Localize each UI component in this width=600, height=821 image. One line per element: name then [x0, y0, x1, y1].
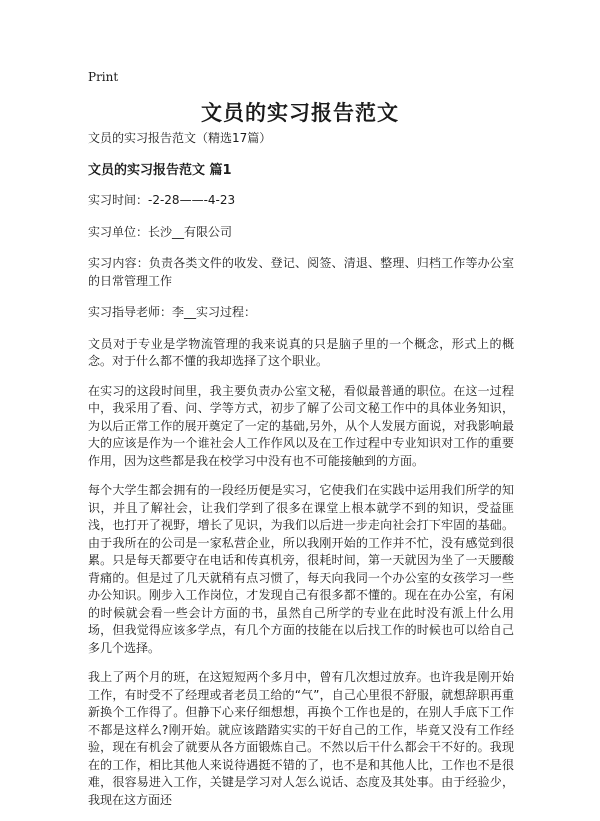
- field-internship-unit: 实习单位：长沙__有限公司: [88, 224, 233, 239]
- field-internship-teacher: 实习指导老师：李__实习过程：: [88, 305, 257, 319]
- subtitle: 文员的实习报告范文（精选17篇）: [88, 131, 272, 145]
- body-paragraph-2: 在实习的这段时间里，我主要负责办公室文秘，看似最普通的职位。在这一过程中，我采用了看、问、学等方式，初步了解了公司文秘工作中的具体业务知识，为以后正常工作的展开奠定了一定的基础,另外，从个人发展方面说，对我影响最大的应该是作为一个谁社会人工作作风以及在工作过程中专业知识对工作的重要作用，因为这些都是我在校学习中没有也不可能接触到的方面。: [88, 383, 514, 468]
- body-paragraph-4: 我上了两个月的班，在这短短两个多月中，曾有几次想过放弃。也许我是刚开始工作，有时受不了经理或者老员工给的“气”，自己心里很不舒服，就想辞职再重新换个工作得了。但静下心来仔细想想，再换个工作也是的，在别人手底下工作不都是这样么?刚开始。就应该踏踏实实的干好自己的工作，毕竟又没有工作经验，现在有机会了就要从各方面锻炼自己。不然以后干什么都会干不好的。我现在的工作，相比其他人来说待遇挺不错的了，也不是和其他人比，工作也不是很难，很容易进入工作，关键是学习对人怎么说话、态度及其处事。由于经验少，我现在这方面还: [88, 670, 514, 807]
- page-title: 文员的实习报告范文: [201, 101, 399, 125]
- body-paragraph-1: 文员对于专业是学物流管理的我来说真的只是脑子里的一个概念，形式上的概念。对于什么都不懂的我却选择了这个职业。: [88, 336, 514, 368]
- field-internship-time: 实习时间：-2-28——-4-23: [88, 193, 236, 207]
- document-body: [88, 130, 514, 821]
- field-internship-content: 实习内容：负责各类文件的收发、登记、阅签、清退、整理、归档工作等办公室的日常管理工作: [88, 256, 514, 288]
- print-link[interactable]: Print: [88, 70, 119, 84]
- section-heading: 文员的实习报告范文 篇1: [88, 162, 232, 178]
- body-paragraph-3: 每个大学生都会拥有的一段经历便是实习，它使我们在实践中运用我们所学的知识，并且了解社会，让我们学到了很多在课堂上根本就学不到的知识，受益匪浅，也打开了视野，增长了见识，为我们以后进一步走向社会打下牢固的基础。由于我所在的公司是一家私营企业，所以我刚开始的工作并不忙，没有感觉到很累。只是每天都要守在电话和传真机旁，很耗时间，第一天就因为坐了一天腰酸背痛的。但是过了几天就稍有点习惯了，每天向我同一个办公室的女孩学习一些办公知识。刚步入工作岗位，才发现自己有很多都不懂的。现在在办公室，有闲的时候就会看一些会计方面的书，虽然自己所学的专业在此时没有派上什么用场，但我觉得应该多学点，有几个方面的技能在以后找工作的时候也可以给自己多几个选择。: [88, 483, 514, 655]
